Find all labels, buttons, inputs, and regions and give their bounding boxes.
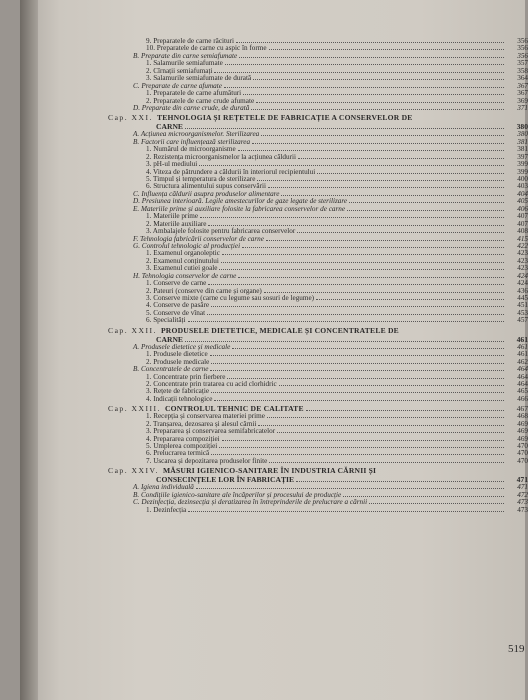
- toc-entry-page: 356: [517, 37, 528, 45]
- toc-entry-title: 4. Indicații tehnologice: [146, 394, 213, 403]
- toc-entry-page: 469: [517, 427, 528, 436]
- toc-entry-title: 2. Cîrnații semiafumați: [146, 66, 213, 75]
- dot-leader: [207, 310, 504, 315]
- toc-entry-page: 473: [517, 498, 528, 507]
- toc-entry-page: 464: [517, 372, 528, 381]
- toc-entry-title: H. Tehnologia conservelor de carne: [133, 271, 237, 280]
- dot-leader: [185, 124, 504, 129]
- dot-leader: [415, 116, 504, 120]
- toc-entry-page: 423: [517, 249, 528, 258]
- toc-entry-title: 5. Conserve de vînat: [146, 308, 206, 317]
- toc-entry: [108, 507, 528, 514]
- toc-entry-page: 367: [517, 89, 528, 98]
- toc-entry-page: 472: [517, 490, 528, 499]
- toc-entry-page: 424: [517, 271, 528, 280]
- toc-entry-page: 406: [517, 204, 528, 213]
- dot-leader: [268, 183, 504, 188]
- dot-leader: [232, 344, 504, 349]
- chapter-label: Cap. XXIV.: [108, 466, 159, 476]
- dot-leader: [214, 68, 504, 73]
- toc-entry-page: 364: [517, 74, 528, 83]
- dot-leader: [208, 221, 504, 226]
- toc-entry-title: MĂSURI IGIENICO-SANITARE ÎN INDUSTRIA CĂRNII ȘI: [162, 466, 377, 476]
- toc-entry-page: 415: [517, 234, 528, 243]
- dot-leader: [199, 161, 504, 166]
- toc-entry-title: 2. Preparatele de carne crude afumate: [146, 96, 255, 105]
- toc-entry-title: 2. Concentrate prin tratarea cu acid clorhidric: [146, 379, 277, 388]
- toc-entry-title: B. Preparate din carne semiafumate: [133, 51, 238, 60]
- toc-entry-page: 424: [517, 279, 528, 288]
- toc-entry-page: 471: [516, 475, 528, 485]
- dot-leader: [243, 90, 504, 95]
- toc-entry-page: 369: [517, 96, 528, 105]
- dot-leader: [306, 406, 504, 411]
- toc-entry-title: C. Preparate de carne afumate: [133, 81, 222, 90]
- toc-entry-title: 4. Prepararea compoziției: [146, 434, 220, 443]
- toc-entry-title: A. Acțiunea microorganismelor. Sterilizarea: [133, 130, 260, 139]
- dot-leader: [343, 492, 504, 497]
- toc-entry-title: B. Condițiile igienico-sanitare ale încăperilor și procesului de producție: [133, 490, 342, 499]
- toc-entry-page: 408: [517, 227, 528, 236]
- toc-entry-page: 469: [517, 419, 528, 428]
- dot-leader: [196, 484, 504, 489]
- dot-leader: [224, 83, 504, 88]
- dot-leader: [222, 436, 504, 441]
- dot-leader: [225, 60, 504, 65]
- dot-leader: [296, 477, 504, 482]
- dot-leader: [200, 213, 504, 218]
- toc-entry-page: 405: [517, 197, 528, 206]
- dot-leader: [221, 258, 504, 263]
- toc-entry-title: 2. Pateuri (conserve din carne și organe): [146, 286, 262, 295]
- toc-entry-page: 466: [517, 394, 528, 403]
- toc-entry-title: C. Dezinfecția, dezinsecția și deratizarea în întreprinderile de prelucrare a cărnii: [133, 498, 368, 507]
- dot-leader: [238, 146, 504, 151]
- toc-entry-title: 5. Timpul și temperatura de sterilizare: [146, 175, 256, 183]
- toc-entry-title: 1. Examenul organoleptic: [146, 249, 220, 258]
- toc-entry-page: 461: [517, 342, 528, 351]
- dot-leader: [261, 131, 504, 136]
- dot-leader: [242, 243, 504, 248]
- toc-entry-title: PRODUSELE DIETETICE, MEDICALE ȘI CONCENTRATELE DE: [160, 325, 399, 335]
- toc-entry-title: 5. Umplerea compoziției: [146, 442, 218, 450]
- toc-entry: [108, 458, 528, 465]
- toc-entry-page: 470: [517, 442, 528, 450]
- toc-entry-title: 6. Structura alimentului supus conservării: [146, 182, 266, 191]
- toc-entry-title: 1. Numărul de microorganisme: [146, 145, 236, 154]
- toc-entry-page: 470: [517, 449, 528, 458]
- toc-entry-title: G. Controlul tehnologic al producției: [133, 241, 241, 250]
- dot-leader: [269, 458, 504, 463]
- dot-leader: [219, 265, 504, 270]
- toc-entry-title: 2. Rezistența microorganismelor la acțiunea căldurii: [146, 152, 296, 161]
- toc-entry-page: 468: [517, 412, 528, 421]
- dot-leader: [347, 206, 504, 211]
- toc-entry: [108, 105, 528, 112]
- dot-leader: [188, 317, 504, 322]
- toc-entry-title: 2. Examenul conținutului: [146, 256, 219, 265]
- toc-entry: [108, 396, 528, 403]
- toc-entry-title: 3. Prepararea și conservarea semifabricatelor: [146, 427, 276, 436]
- toc-entry: [108, 317, 528, 324]
- toc-entry-title: 1. Preparatele de carne afumături: [146, 89, 242, 98]
- toc-entry-page: 356: [517, 44, 528, 53]
- dot-leader: [317, 169, 504, 174]
- toc-entry-page: 357: [517, 59, 528, 68]
- toc-entry-title: CARNE: [156, 122, 184, 132]
- dot-leader: [222, 250, 504, 255]
- toc-entry-page: 358: [517, 66, 528, 75]
- dot-leader: [281, 191, 504, 196]
- toc-entry-page: 465: [517, 387, 528, 396]
- toc-entry-page: 371: [517, 103, 528, 112]
- toc-entry-page: 423: [517, 256, 528, 265]
- toc-entry-title: F. Tehnologia fabricării conservelor de carne: [133, 234, 264, 243]
- toc-entry-page: 467: [516, 404, 528, 414]
- dot-leader: [214, 396, 504, 401]
- dot-leader: [211, 450, 504, 455]
- dot-leader: [253, 75, 504, 80]
- toc-entry-page: 381: [517, 137, 528, 146]
- toc-entry-page: 380: [517, 130, 528, 139]
- toc-entry-title: 6. Specialități: [146, 316, 186, 325]
- dot-leader: [349, 198, 504, 203]
- dot-leader: [211, 359, 504, 364]
- toc-entry-title: D. Preparate din carne crude, de durată: [133, 103, 250, 112]
- toc-entry-title: 3. Salamurile semiafumate de durată: [146, 74, 252, 83]
- toc-chapter-row: [108, 326, 528, 335]
- toc-entry-page: 461: [516, 334, 528, 344]
- toc-entry-title: 1. Recepția și conservarea materiei prime: [146, 412, 265, 421]
- toc-entry-title: B. Factorii care influențează sterilizarea: [133, 137, 251, 146]
- toc-entry-title: TEHNOLOGIA ȘI REȚETELE DE FABRICAȚIE A CONSERVELOR DE: [156, 113, 413, 123]
- toc-entry-page: 403: [517, 182, 528, 191]
- toc-entry-page: 423: [517, 264, 528, 273]
- toc-entry-title: 6. Prelucrarea termică: [146, 449, 210, 458]
- toc-entry-title: 1. Dezinfecția: [146, 505, 187, 514]
- toc-entry-title: B. Concentratele de carne: [133, 365, 209, 374]
- toc-entry-title: C. Influența căldurii asupra produselor alimentare: [133, 189, 280, 198]
- toc-entry-title: E. Materiile prime și auxiliare folosite la fabricarea conservelor de carne: [133, 204, 346, 213]
- toc-entry-page: 451: [517, 301, 528, 310]
- toc-entry-page: 381: [517, 145, 528, 154]
- toc-entry-page: 457: [517, 316, 528, 325]
- toc-entry-page: 422: [517, 241, 528, 250]
- dot-leader: [211, 302, 504, 307]
- toc-entry-title: 10. Preparatele de carne cu aspic în forme: [146, 44, 267, 53]
- dot-leader: [219, 443, 504, 448]
- toc-entry-page: 404: [517, 189, 528, 198]
- dot-leader: [279, 381, 504, 386]
- toc-entry-title: 1. Conserve de carne: [146, 279, 207, 288]
- toc-entry-page: 400: [517, 175, 528, 183]
- toc-entry-title: 2. Tranșarea, dezosarea și alesul cărnii: [146, 419, 257, 428]
- dot-leader: [269, 45, 504, 50]
- dot-leader: [251, 105, 504, 110]
- toc-entry-page: 407: [517, 219, 528, 228]
- toc-chapter-row: [108, 466, 528, 475]
- toc-entry-title: 2. Produsele medicale: [146, 357, 210, 366]
- toc-entry-title: 4. Conserve de pasăre: [146, 301, 210, 310]
- dot-leader: [236, 38, 504, 43]
- toc-entry-page: 464: [517, 365, 528, 374]
- dot-leader: [316, 295, 504, 300]
- toc-entry-page: 367: [517, 81, 528, 90]
- toc-entry-page: 436: [517, 286, 528, 295]
- toc-entry-page: 399: [517, 160, 528, 169]
- toc-entry-title: 3. Conserve mixte (carne cu legume sau sosuri de legume): [146, 294, 315, 302]
- dot-leader: [210, 366, 504, 371]
- chapter-label: Cap. XXI.: [108, 113, 153, 123]
- toc-entry-page: 399: [517, 167, 528, 176]
- dot-leader: [266, 236, 504, 241]
- toc-entry-page: 397: [517, 152, 528, 161]
- toc-entry-title: D. Presiunea interioară. Legile amestecurilor de gaze legate de sterilizare: [133, 197, 348, 206]
- toc-entry-title: CONTROLUL TEHNIC DE CALITATE: [164, 404, 304, 414]
- toc-entry-title: 1. Salamurile semiafumate: [146, 59, 223, 68]
- toc-entry-title: 3. Ambalajele folosite pentru fabricarea conservelor: [146, 227, 296, 236]
- book-page: [20, 0, 528, 700]
- dot-leader: [185, 337, 504, 342]
- dot-leader: [210, 351, 504, 356]
- toc-chapter-row: [108, 113, 528, 122]
- toc-entry-page: 356: [517, 51, 528, 60]
- dot-leader: [188, 507, 504, 512]
- toc-entry-title: 3. Examenul cutiei goale: [146, 264, 218, 273]
- page-number: 519: [508, 643, 525, 655]
- toc-entry-page: 473: [517, 505, 528, 514]
- dot-leader: [264, 288, 504, 293]
- toc-entry-page: 471: [517, 483, 528, 492]
- dot-leader: [239, 53, 504, 58]
- toc-entry-title: 3. pH-ul mediului: [146, 160, 198, 169]
- toc-entry-page: 462: [517, 357, 528, 366]
- dot-leader: [211, 388, 504, 393]
- toc-entry-page: 380: [516, 122, 528, 132]
- toc-entry-page: 453: [517, 308, 528, 317]
- dot-leader: [298, 154, 504, 159]
- dot-leader: [378, 469, 504, 473]
- toc-entry-title: 1. Concentrate prin fierbere: [146, 372, 226, 381]
- toc-entry-title: A. Produsele dietetice și medicale: [133, 342, 231, 351]
- toc-entry-title: CONSECINȚELE LOR ÎN FABRICAȚIE: [156, 475, 295, 485]
- toc-entry-title: 1. Materiile prime: [146, 212, 199, 221]
- dot-leader: [277, 428, 504, 433]
- dot-leader: [252, 139, 504, 144]
- dot-leader: [227, 374, 504, 379]
- dot-leader: [401, 329, 504, 333]
- toc-entry-title: 7. Uscarea și depozitarea produselor finite: [146, 456, 268, 465]
- chapter-label: Cap. XXIII.: [108, 404, 161, 414]
- dot-leader: [297, 228, 504, 233]
- toc-entry-title: 1. Produsele dietetice: [146, 350, 208, 359]
- dot-leader: [257, 176, 504, 181]
- toc-entry-title: A. Igiena individuală: [133, 483, 194, 492]
- toc-entry-page: 464: [517, 379, 528, 388]
- toc-entry-title: 2. Materiile auxiliare: [146, 219, 207, 228]
- page-fold-shadow: [20, 0, 38, 700]
- toc-entry-title: 3. Rețete de fabricație: [146, 387, 210, 396]
- dot-leader: [256, 98, 504, 103]
- toc-entry-page: 469: [517, 434, 528, 443]
- toc-entry-title: 4. Viteza de pătrundere a căldurii în interiorul recipientului: [146, 167, 316, 176]
- chapter-label: Cap. XXII.: [108, 325, 157, 335]
- table-of-contents: [108, 38, 528, 514]
- toc-entry-page: 407: [517, 212, 528, 221]
- dot-leader: [369, 499, 504, 504]
- toc-entry-page: 470: [517, 456, 528, 465]
- toc-entry-page: 445: [517, 294, 528, 302]
- toc-entry-title: 9. Preparatele de carne răcituri: [146, 37, 234, 45]
- toc-entry-page: 461: [517, 350, 528, 359]
- dot-leader: [208, 280, 504, 285]
- dot-leader: [238, 273, 504, 278]
- toc-entry-title: CARNE: [156, 334, 184, 344]
- dot-leader: [267, 413, 504, 418]
- dot-leader: [258, 421, 504, 426]
